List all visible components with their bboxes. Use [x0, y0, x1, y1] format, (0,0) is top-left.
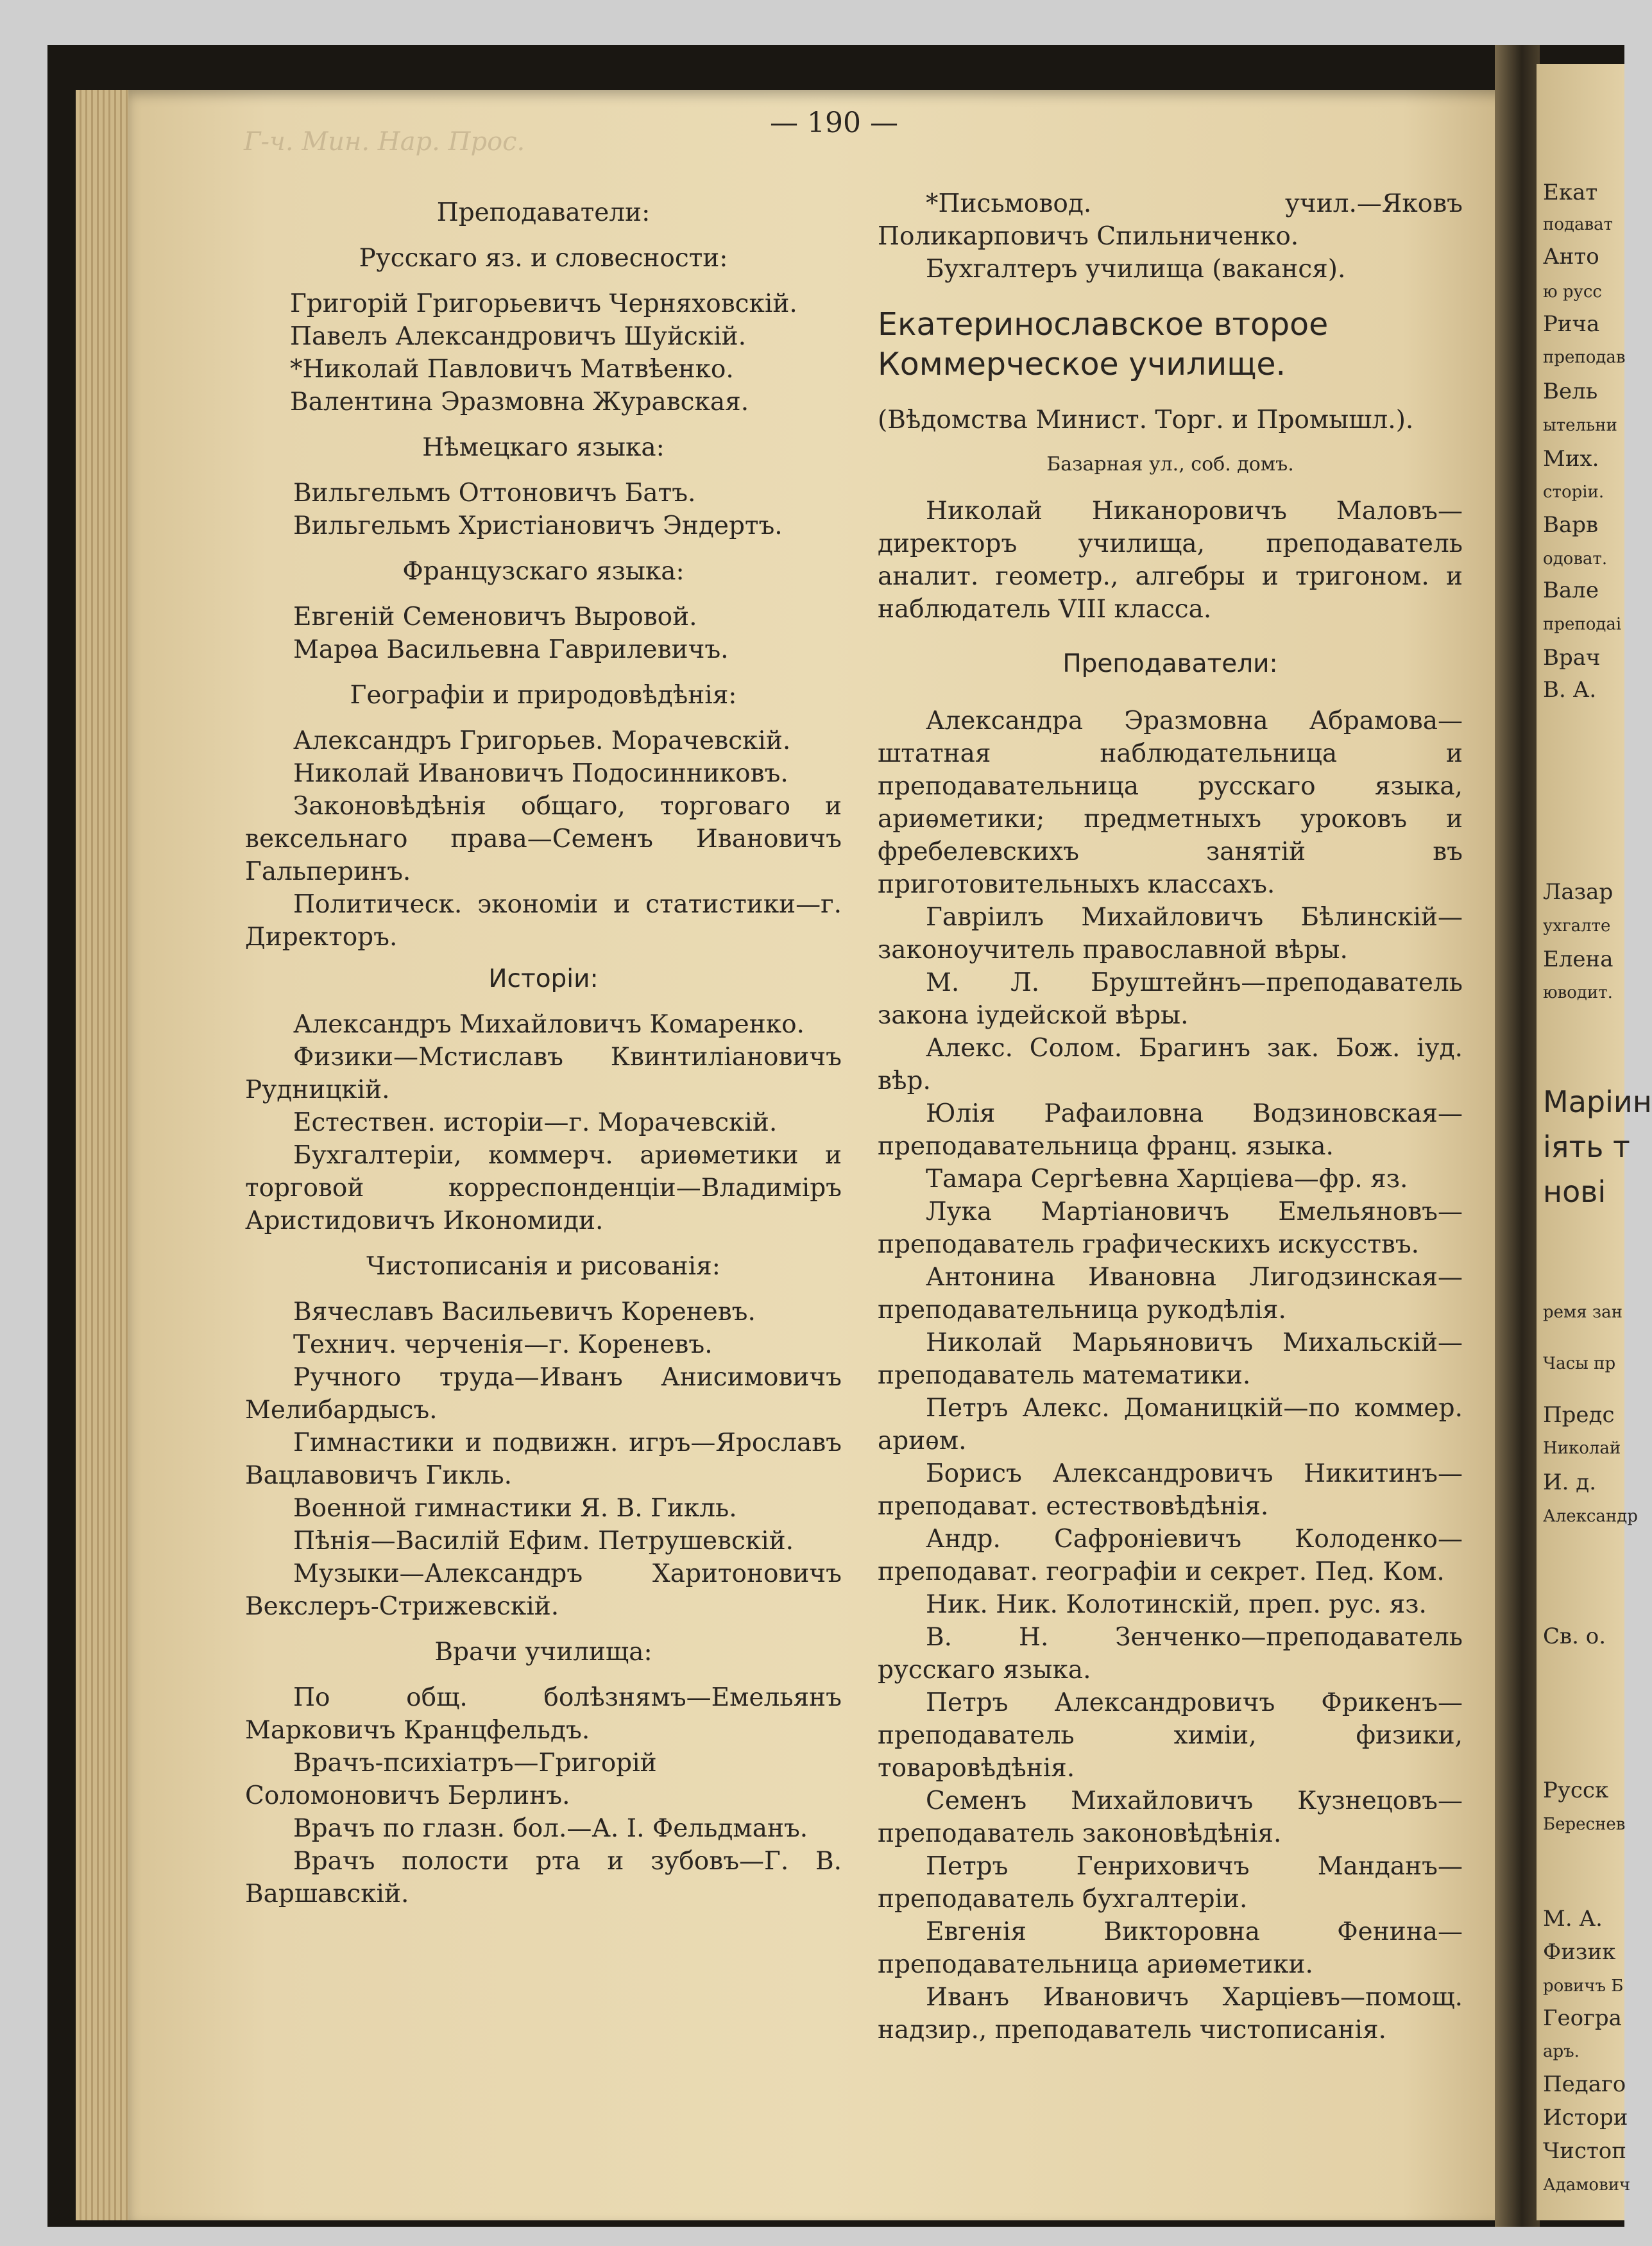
next-page-line: Маріин: [1543, 1084, 1652, 1119]
school-address: Базарная ул., соб. домъ.: [1046, 453, 1294, 476]
list-item: Вячеславъ Васильевичъ Кореневъ.: [293, 1298, 756, 1326]
list-item: Лука Мартіановичъ Емельяновъ—преподаватель графическихъ искусствъ.: [878, 1197, 1463, 1259]
list-item: Ник. Ник. Колотинскій, преп. рус. яз.: [926, 1590, 1427, 1619]
section-heading-teachers: Преподаватели:: [436, 198, 651, 227]
list-item: М. Л. Бруштейнъ—преподаватель закона іудейской вѣры.: [878, 968, 1463, 1030]
list-item: Николай Ивановичъ Подосинниковъ.: [293, 759, 788, 788]
list-item: Александръ Григорьев. Морачевскій.: [293, 726, 791, 755]
next-page-line: Адамович: [1543, 2175, 1631, 2195]
next-page-line: Русск: [1543, 1778, 1609, 1803]
next-page-line: Чистоп: [1543, 2138, 1626, 2164]
next-page-line: Екат: [1543, 180, 1598, 205]
list-item: Павелъ Александровичъ Шуйскій.: [290, 322, 747, 351]
list-item: Андр. Сафроніевичъ Колоденко—преподават. географіи и секрет. Пед. Ком.: [878, 1525, 1463, 1586]
list-item: В. Н. Зенченко—преподаватель русскаго языка.: [878, 1623, 1463, 1684]
next-page-line: Варв: [1543, 512, 1599, 538]
list-item: Петръ Александровичъ Фрикенъ—преподаватель химіи, физики, товаровѣдѣнія.: [878, 1688, 1463, 1783]
next-page-line: аръ.: [1543, 2042, 1580, 2061]
list-item: Петръ Генриховичъ Манданъ—преподаватель бухгалтеріи.: [878, 1852, 1463, 1914]
next-page-line: преподаі: [1543, 615, 1622, 634]
list-item: Марѳа Васильевна Гаврилевичъ.: [293, 635, 729, 664]
next-page-line: Николай: [1543, 1439, 1621, 1458]
list-item: Петръ Алекс. Доманицкій—по коммер. ариѳм.: [878, 1394, 1463, 1455]
next-page-line: Александр: [1543, 1507, 1638, 1526]
teachers-list: [878, 705, 1463, 2046]
next-page-line: преподав: [1543, 348, 1626, 367]
next-page-line: Физик: [1543, 1939, 1616, 1965]
next-page-line: В. А.: [1543, 677, 1597, 703]
list-item: Физики—Мстиславъ Квинтиліановичъ Рудницкій.: [245, 1043, 842, 1104]
next-page-line: Вель: [1543, 379, 1598, 404]
next-page-line: Истори: [1543, 2105, 1628, 2130]
section-heading-geography: Географіи и природовѣдѣнія:: [350, 681, 737, 710]
next-page-line: Береснев: [1543, 1815, 1626, 1834]
list-item: Александръ Михайловичъ Комаренко.: [293, 1010, 805, 1039]
list-item: Музыки—Александръ Харитоновичъ Векслеръ-Стрижевскій.: [245, 1559, 842, 1621]
next-page-line: ытельни: [1543, 416, 1617, 435]
doctors-list: [245, 1681, 842, 1910]
list-item: Евгенія Викторовна Фенина—преподавательница ариѳметики.: [878, 1917, 1463, 1979]
list-item: Врачъ полости рта и зубовъ—Г. В. Варшавскій.: [245, 1847, 842, 1908]
french-teachers-list: [245, 601, 842, 666]
list-item: Вильгельмъ Оттоновичъ Батъ.: [293, 479, 696, 508]
next-page-line: Педаго: [1543, 2071, 1626, 2097]
list-item: Естествен. исторіи—г. Морачевскій.: [293, 1108, 778, 1137]
list-item: Вильгельмъ Христіановичъ Эндертъ.: [293, 511, 783, 540]
list-item: Борисъ Александровичъ Никитинъ—преподават. естествовѣдѣнія.: [878, 1459, 1463, 1521]
next-page-line: Предс: [1543, 1402, 1615, 1428]
next-page-line: Вале: [1543, 578, 1599, 603]
next-page-line: Св. о.: [1543, 1624, 1606, 1649]
list-item: Евгеній Семеновичъ Выровой.: [293, 603, 697, 631]
next-page-line: Часы пр: [1543, 1354, 1616, 1373]
next-page-line: Анто: [1543, 244, 1599, 270]
section-heading-french: Французскаго языка:: [402, 557, 685, 586]
list-item: Врачъ-психіатръ—Григорій Соломоновичъ Берлинъ.: [245, 1749, 657, 1810]
ministry-line: (Вѣдомства Минист. Торг. и Промышл.).: [878, 406, 1414, 434]
list-item: Гимнастики и подвижн. игръ—Ярославъ Вацлавовичъ Гикль.: [245, 1428, 842, 1490]
next-page-line: сторіи.: [1543, 483, 1605, 502]
next-page-line: подават: [1543, 215, 1614, 234]
list-item: Валентина Эразмовна Журавская.: [290, 388, 749, 416]
section-heading-german: Нѣмецкаго языка:: [422, 433, 665, 462]
law-teacher-entry: Законовѣдѣнія общаго, торговаго и вексельнаго права—Семенъ Ивановичъ Гальперинъ.: [245, 792, 842, 886]
list-item: Военной гимнастики Я. В. Гикль.: [293, 1494, 737, 1523]
bleed-through-header: Г-ч. Мин. Нар. Прос.: [244, 127, 525, 157]
left-column: [245, 187, 842, 1923]
list-item: Алекс. Солом. Брагинъ зак. Бож. іуд. вѣр.: [878, 1034, 1463, 1095]
section-heading-doctors: Врачи училища:: [434, 1638, 652, 1667]
next-page-line: ухгалте: [1543, 916, 1611, 936]
next-page-line: ю русс: [1543, 282, 1602, 302]
list-item: Технич. черченія—г. Кореневъ.: [293, 1330, 713, 1359]
politeconomy-teacher-entry: Политическ. экономіи и статистики—г. Директоръ.: [245, 890, 842, 952]
list-item: Николай Марьяновичъ Михальскій—преподаватель математики.: [878, 1328, 1463, 1390]
russian-teachers-list: [245, 287, 842, 418]
next-page-line: И. д.: [1543, 1470, 1597, 1495]
next-page-line: ровичъ Б: [1543, 1976, 1624, 1996]
next-page-line: Геогра: [1543, 2005, 1622, 2031]
next-page-line: нові: [1543, 1174, 1606, 1209]
section-heading-history: Исторіи:: [488, 964, 599, 993]
list-item: Юлія Рафаиловна Водзиновская—преподавательница франц. языка.: [878, 1099, 1463, 1161]
page-number: — 190 —: [770, 107, 898, 139]
list-item: Ручного труда—Иванъ Анисимовичъ Мелибардысъ.: [245, 1363, 842, 1425]
list-item: Александра Эразмовна Абрамова—штатная наблюдательница и преподавательница русскаго языка, ариѳметики; предметныхъ уроковъ и фребелевскихъ занятій въ приготовительныхъ классахъ.: [878, 707, 1463, 899]
section-heading-teachers: Преподаватели:: [1062, 649, 1278, 678]
drawing-teachers-list: [245, 1296, 842, 1623]
list-item: Григорій Григорьевичъ Черняховскій.: [290, 289, 797, 318]
list-item: По общ. болѣзнямъ—Емельянъ Марковичъ Кранцфельдъ.: [245, 1683, 842, 1745]
list-item: Врачъ по глазн. бол.—А. І. Фельдманъ.: [293, 1814, 808, 1843]
list-item: Бухгалтеріи, коммерч. ариѳметики и торговой корреспонденціи—Владиміръ Аристидовичъ Икономиди.: [245, 1141, 842, 1235]
german-teachers-list: [245, 477, 842, 542]
list-item: Антонина Ивановна Лигодзинская—преподавательница рукодѣлія.: [878, 1263, 1463, 1324]
list-item: Тамара Сергѣевна Харціева—фр. яз.: [926, 1165, 1408, 1194]
next-page-line: одоват.: [1543, 549, 1608, 569]
next-page-line: Мих.: [1543, 446, 1599, 472]
book-gutter: [1495, 45, 1540, 2227]
next-page-line: Лазар: [1543, 879, 1614, 905]
list-item: Семенъ Михайловичъ Кузнецовъ—преподаватель законовѣдѣнія.: [878, 1787, 1463, 1848]
list-item: Гавріилъ Михайловичъ Бѣлинскій—законоучитель православной вѣры.: [878, 903, 1463, 964]
next-page-line: іять т: [1543, 1129, 1630, 1164]
section-heading-russian: Русскаго яз. и словесности:: [359, 244, 728, 273]
clerk-entry: *Письмовод. учил.—Яковъ Поликарповичъ Спильниченко.: [878, 189, 1463, 251]
accountant-entry: Бухгалтеръ училища (ваканся).: [926, 255, 1346, 284]
list-item: Пѣнія—Василій Ефим. Петрушевскій.: [293, 1527, 794, 1556]
list-item: Иванъ Ивановичъ Харціевъ—помощ. надзир., преподаватель чистописанія.: [878, 1983, 1463, 2045]
next-page-line: М. А.: [1543, 1906, 1603, 1932]
history-teachers-list: [245, 1008, 842, 1237]
section-heading-drawing: Чистописанія и рисованія:: [366, 1252, 720, 1281]
next-page-line: ремя зан: [1543, 1303, 1622, 1322]
next-page-line: Рича: [1543, 311, 1600, 337]
director-entry: Николай Никаноровичъ Маловъ—директоръ училища, преподаватель аналит. геометр., алгебры и тригоном. и наблюдатель VIII класса.: [878, 497, 1463, 624]
geography-teachers-list: [245, 724, 842, 790]
next-page-fragment: [1537, 64, 1652, 2220]
next-page-line: юводит.: [1543, 983, 1613, 1002]
next-page-line: Врач: [1543, 645, 1601, 671]
school-title: Екатеринославское второе Коммерческое училище.: [878, 306, 1329, 382]
right-column: [878, 187, 1463, 2046]
next-page-line: Елена: [1543, 947, 1614, 972]
list-item: *Николай Павловичъ Матвѣенко.: [290, 355, 734, 384]
